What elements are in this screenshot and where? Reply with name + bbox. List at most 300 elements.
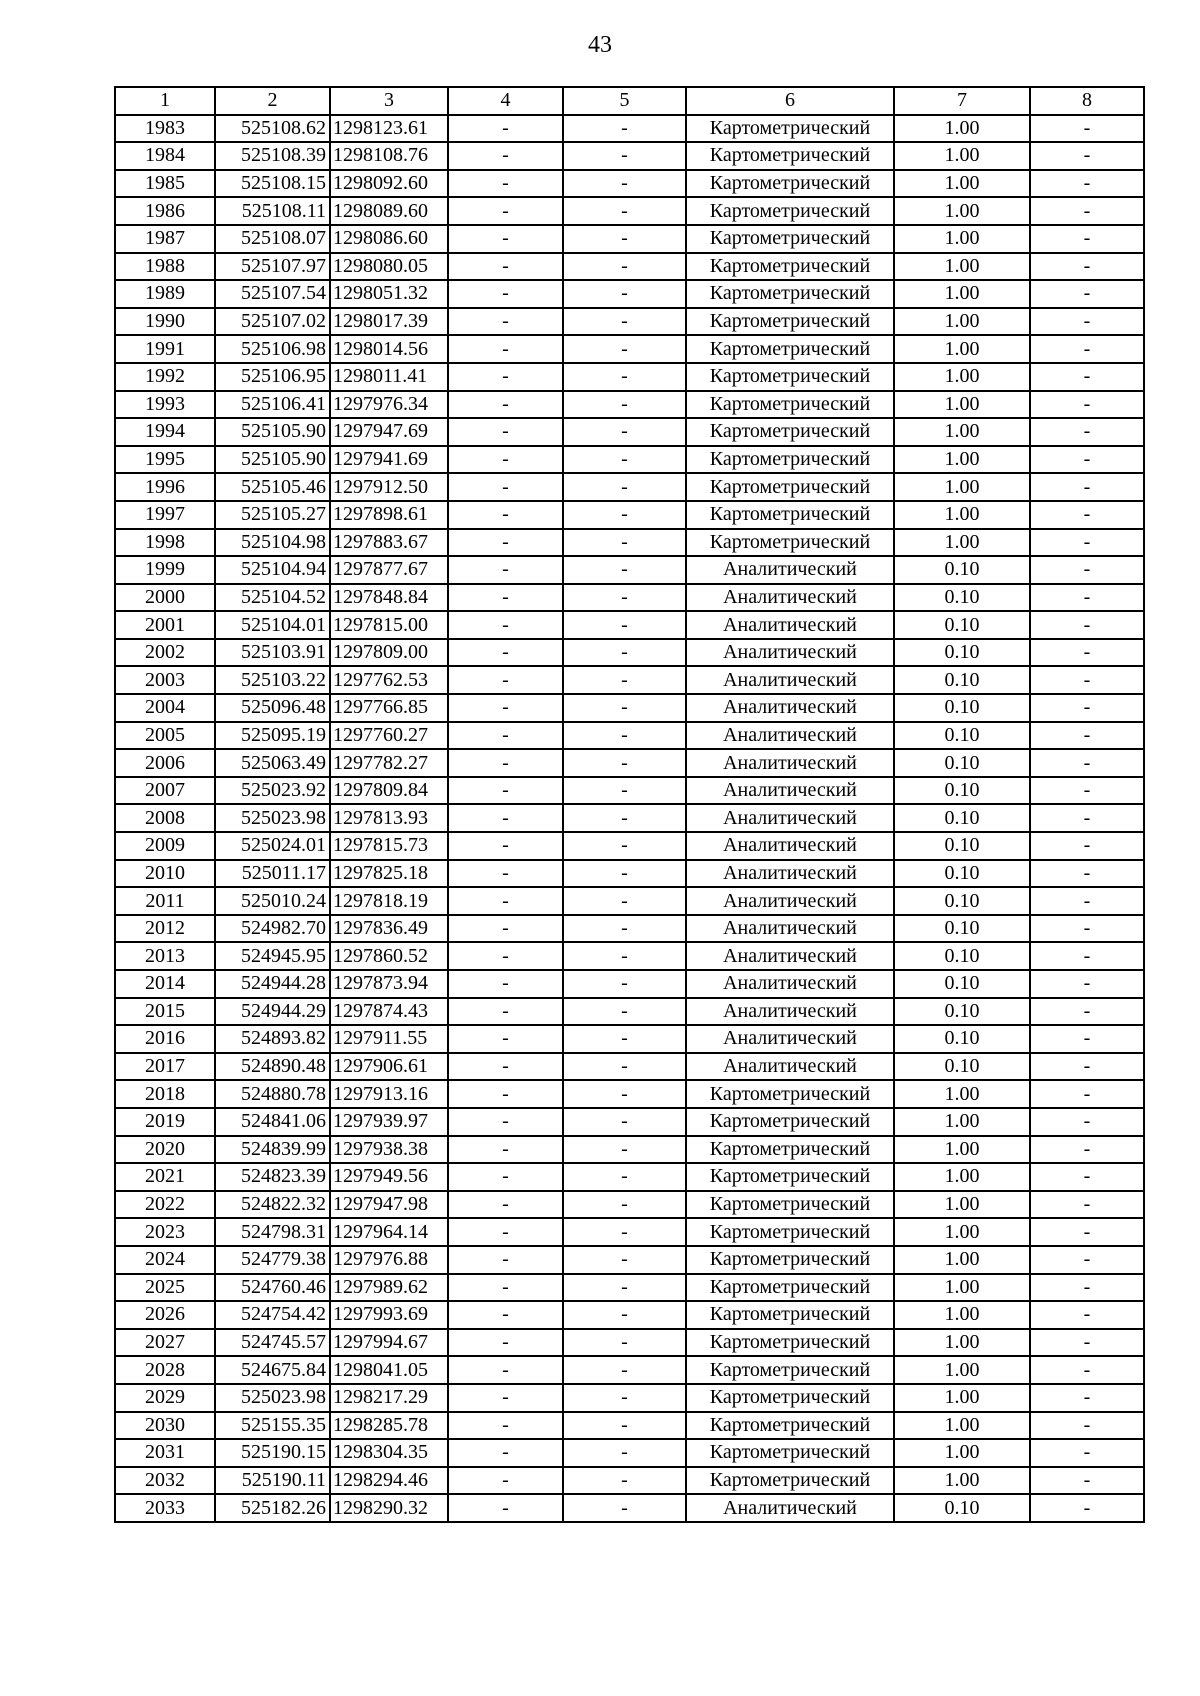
point-number-cell: 2003 (115, 666, 215, 694)
column-5-cell: - (563, 832, 686, 860)
y-coordinate-cell: 1297836.49 (330, 915, 448, 943)
column-4-cell: - (448, 998, 563, 1026)
x-coordinate-cell: 525108.39 (215, 142, 330, 170)
column-5-cell: - (563, 556, 686, 584)
point-number-cell: 2010 (115, 860, 215, 888)
point-number-cell: 2023 (115, 1218, 215, 1246)
method-cell: Аналитический (686, 1494, 894, 1522)
table-row (115, 473, 1144, 501)
column-5-cell: - (563, 1218, 686, 1246)
column-5-cell: - (563, 1080, 686, 1108)
column-5-cell: - (563, 197, 686, 225)
accuracy-cell: 1.00 (894, 197, 1030, 225)
method-cell: Картометрический (686, 363, 894, 391)
method-cell: Аналитический (686, 887, 894, 915)
method-cell: Аналитический (686, 584, 894, 612)
y-coordinate-cell: 1298123.61 (330, 115, 448, 143)
accuracy-cell: 1.00 (894, 253, 1030, 281)
table-row (115, 225, 1144, 253)
table-row (115, 142, 1144, 170)
y-coordinate-cell: 1297911.55 (330, 1025, 448, 1053)
table-row (115, 1494, 1144, 1522)
table-row (115, 1439, 1144, 1467)
column-8-cell: - (1030, 446, 1144, 474)
column-4-cell: - (448, 1108, 563, 1136)
x-coordinate-cell: 524822.32 (215, 1191, 330, 1219)
point-number-cell: 1988 (115, 253, 215, 281)
accuracy-cell: 1.00 (894, 308, 1030, 336)
column-4-cell: - (448, 556, 563, 584)
column-8-cell: - (1030, 1218, 1144, 1246)
accuracy-cell: 1.00 (894, 1136, 1030, 1164)
column-5-cell: - (563, 446, 686, 474)
column-4-cell: - (448, 308, 563, 336)
accuracy-cell: 0.10 (894, 777, 1030, 805)
accuracy-cell: 0.10 (894, 722, 1030, 750)
y-coordinate-cell: 1298014.56 (330, 335, 448, 363)
column-4-cell: - (448, 115, 563, 143)
column-4-cell: - (448, 1025, 563, 1053)
column-5-cell: - (563, 418, 686, 446)
column-8-cell: - (1030, 1439, 1144, 1467)
x-coordinate-cell: 525190.11 (215, 1467, 330, 1495)
column-5-cell: - (563, 1246, 686, 1274)
point-number-cell: 1990 (115, 308, 215, 336)
column-8-cell: - (1030, 611, 1144, 639)
table-row (115, 887, 1144, 915)
accuracy-cell: 0.10 (894, 556, 1030, 584)
y-coordinate-cell: 1297883.67 (330, 529, 448, 557)
x-coordinate-cell: 524944.28 (215, 970, 330, 998)
column-4-cell: - (448, 1467, 563, 1495)
column-4-cell: - (448, 666, 563, 694)
column-5-cell: - (563, 308, 686, 336)
column-5-cell: - (563, 1136, 686, 1164)
accuracy-cell: 1.00 (894, 142, 1030, 170)
column-8-cell: - (1030, 998, 1144, 1026)
y-coordinate-cell: 1297989.62 (330, 1274, 448, 1302)
column-4-cell: - (448, 1191, 563, 1219)
column-5-cell: - (563, 1412, 686, 1440)
column-4-cell: - (448, 1439, 563, 1467)
x-coordinate-cell: 525024.01 (215, 832, 330, 860)
x-coordinate-cell: 525105.90 (215, 418, 330, 446)
column-8-cell: - (1030, 1025, 1144, 1053)
x-coordinate-cell: 524944.29 (215, 998, 330, 1026)
column-4-cell: - (448, 1384, 563, 1412)
column-5-cell: - (563, 363, 686, 391)
x-coordinate-cell: 524890.48 (215, 1053, 330, 1081)
method-cell: Аналитический (686, 556, 894, 584)
column-8-cell: - (1030, 529, 1144, 557)
column-5-cell: - (563, 1025, 686, 1053)
x-coordinate-cell: 525104.98 (215, 529, 330, 557)
accuracy-cell: 1.00 (894, 1384, 1030, 1412)
x-coordinate-cell: 524754.42 (215, 1301, 330, 1329)
y-coordinate-cell: 1297976.34 (330, 391, 448, 419)
y-coordinate-cell: 1297938.38 (330, 1136, 448, 1164)
column-4-cell: - (448, 722, 563, 750)
column-8-cell: - (1030, 115, 1144, 143)
accuracy-cell: 0.10 (894, 666, 1030, 694)
x-coordinate-cell: 525108.11 (215, 197, 330, 225)
column-8-cell: - (1030, 1274, 1144, 1302)
method-cell: Картометрический (686, 446, 894, 474)
column-8-cell: - (1030, 915, 1144, 943)
column-header-7: 7 (894, 87, 1030, 115)
column-5-cell: - (563, 225, 686, 253)
accuracy-cell: 1.00 (894, 1301, 1030, 1329)
y-coordinate-cell: 1297941.69 (330, 446, 448, 474)
column-5-cell: - (563, 915, 686, 943)
x-coordinate-cell: 524760.46 (215, 1274, 330, 1302)
accuracy-cell: 1.00 (894, 280, 1030, 308)
method-cell: Аналитический (686, 749, 894, 777)
method-cell: Картометрический (686, 1163, 894, 1191)
column-8-cell: - (1030, 1356, 1144, 1384)
method-cell: Картометрический (686, 1356, 894, 1384)
column-5-cell: - (563, 611, 686, 639)
method-cell: Аналитический (686, 611, 894, 639)
column-5-cell: - (563, 1467, 686, 1495)
method-cell: Картометрический (686, 391, 894, 419)
column-8-cell: - (1030, 970, 1144, 998)
point-number-cell: 2027 (115, 1329, 215, 1357)
method-cell: Картометрический (686, 1080, 894, 1108)
table-row (115, 1467, 1144, 1495)
method-cell: Картометрический (686, 1412, 894, 1440)
point-number-cell: 2019 (115, 1108, 215, 1136)
accuracy-cell: 1.00 (894, 501, 1030, 529)
column-4-cell: - (448, 253, 563, 281)
method-cell: Картометрический (686, 253, 894, 281)
y-coordinate-cell: 1297913.16 (330, 1080, 448, 1108)
column-8-cell: - (1030, 1246, 1144, 1274)
column-4-cell: - (448, 225, 563, 253)
x-coordinate-cell: 525108.62 (215, 115, 330, 143)
table-row (115, 970, 1144, 998)
y-coordinate-cell: 1297818.19 (330, 887, 448, 915)
column-4-cell: - (448, 1163, 563, 1191)
column-8-cell: - (1030, 1136, 1144, 1164)
accuracy-cell: 1.00 (894, 1080, 1030, 1108)
table-row (115, 1246, 1144, 1274)
column-5-cell: - (563, 142, 686, 170)
table-row (115, 1191, 1144, 1219)
method-cell: Аналитический (686, 915, 894, 943)
x-coordinate-cell: 525104.94 (215, 556, 330, 584)
point-number-cell: 1985 (115, 170, 215, 198)
table-row (115, 1218, 1144, 1246)
accuracy-cell: 1.00 (894, 446, 1030, 474)
column-8-cell: - (1030, 749, 1144, 777)
point-number-cell: 2029 (115, 1384, 215, 1412)
method-cell: Картометрический (686, 1108, 894, 1136)
x-coordinate-cell: 525103.91 (215, 639, 330, 667)
accuracy-cell: 0.10 (894, 998, 1030, 1026)
point-number-cell: 2018 (115, 1080, 215, 1108)
table-row (115, 446, 1144, 474)
y-coordinate-cell: 1297993.69 (330, 1301, 448, 1329)
y-coordinate-cell: 1297762.53 (330, 666, 448, 694)
accuracy-cell: 0.10 (894, 639, 1030, 667)
column-4-cell: - (448, 1356, 563, 1384)
point-number-cell: 1993 (115, 391, 215, 419)
x-coordinate-cell: 525106.98 (215, 335, 330, 363)
column-5-cell: - (563, 115, 686, 143)
point-number-cell: 1997 (115, 501, 215, 529)
column-5-cell: - (563, 1274, 686, 1302)
column-4-cell: - (448, 694, 563, 722)
accuracy-cell: 0.10 (894, 749, 1030, 777)
column-4-cell: - (448, 197, 563, 225)
accuracy-cell: 1.00 (894, 1191, 1030, 1219)
column-4-cell: - (448, 446, 563, 474)
y-coordinate-cell: 1297782.27 (330, 749, 448, 777)
y-coordinate-cell: 1297825.18 (330, 860, 448, 888)
column-4-cell: - (448, 1246, 563, 1274)
table-row (115, 1163, 1144, 1191)
point-number-cell: 1989 (115, 280, 215, 308)
page-number: 43 (588, 32, 612, 58)
accuracy-cell: 1.00 (894, 418, 1030, 446)
y-coordinate-cell: 1298051.32 (330, 280, 448, 308)
column-5-cell: - (563, 1494, 686, 1522)
accuracy-cell: 1.00 (894, 1274, 1030, 1302)
column-8-cell: - (1030, 197, 1144, 225)
table-row (115, 1356, 1144, 1384)
column-4-cell: - (448, 639, 563, 667)
point-number-cell: 1995 (115, 446, 215, 474)
point-number-cell: 2020 (115, 1136, 215, 1164)
column-4-cell: - (448, 804, 563, 832)
column-5-cell: - (563, 1108, 686, 1136)
column-8-cell: - (1030, 1080, 1144, 1108)
method-cell: Картометрический (686, 1384, 894, 1412)
table-row (115, 777, 1144, 805)
column-8-cell: - (1030, 473, 1144, 501)
method-cell: Аналитический (686, 1053, 894, 1081)
y-coordinate-cell: 1297994.67 (330, 1329, 448, 1357)
accuracy-cell: 1.00 (894, 529, 1030, 557)
column-8-cell: - (1030, 280, 1144, 308)
column-5-cell: - (563, 942, 686, 970)
column-4-cell: - (448, 280, 563, 308)
y-coordinate-cell: 1297766.85 (330, 694, 448, 722)
y-coordinate-cell: 1297860.52 (330, 942, 448, 970)
column-4-cell: - (448, 1412, 563, 1440)
column-5-cell: - (563, 1439, 686, 1467)
method-cell: Картометрический (686, 1329, 894, 1357)
column-header-6: 6 (686, 87, 894, 115)
y-coordinate-cell: 1297809.00 (330, 639, 448, 667)
x-coordinate-cell: 525106.41 (215, 391, 330, 419)
column-4-cell: - (448, 335, 563, 363)
point-number-cell: 2028 (115, 1356, 215, 1384)
column-5-cell: - (563, 335, 686, 363)
x-coordinate-cell: 524880.78 (215, 1080, 330, 1108)
accuracy-cell: 1.00 (894, 363, 1030, 391)
accuracy-cell: 0.10 (894, 611, 1030, 639)
accuracy-cell: 1.00 (894, 473, 1030, 501)
method-cell: Аналитический (686, 942, 894, 970)
column-5-cell: - (563, 722, 686, 750)
column-4-cell: - (448, 887, 563, 915)
method-cell: Картометрический (686, 335, 894, 363)
column-header-3: 3 (330, 87, 448, 115)
column-4-cell: - (448, 749, 563, 777)
point-number-cell: 1998 (115, 529, 215, 557)
y-coordinate-cell: 1297906.61 (330, 1053, 448, 1081)
table-row (115, 1136, 1144, 1164)
column-4-cell: - (448, 860, 563, 888)
accuracy-cell: 0.10 (894, 887, 1030, 915)
column-4-cell: - (448, 529, 563, 557)
column-8-cell: - (1030, 722, 1144, 750)
x-coordinate-cell: 525190.15 (215, 1439, 330, 1467)
column-4-cell: - (448, 418, 563, 446)
column-4-cell: - (448, 777, 563, 805)
column-8-cell: - (1030, 860, 1144, 888)
x-coordinate-cell: 525155.35 (215, 1412, 330, 1440)
column-8-cell: - (1030, 666, 1144, 694)
column-5-cell: - (563, 1053, 686, 1081)
point-number-cell: 2031 (115, 1439, 215, 1467)
column-5-cell: - (563, 804, 686, 832)
column-8-cell: - (1030, 777, 1144, 805)
point-number-cell: 2032 (115, 1467, 215, 1495)
column-5-cell: - (563, 501, 686, 529)
point-number-cell: 1999 (115, 556, 215, 584)
x-coordinate-cell: 524745.57 (215, 1329, 330, 1357)
y-coordinate-cell: 1297815.00 (330, 611, 448, 639)
point-number-cell: 2015 (115, 998, 215, 1026)
x-coordinate-cell: 525063.49 (215, 749, 330, 777)
point-number-cell: 1996 (115, 473, 215, 501)
method-cell: Аналитический (686, 777, 894, 805)
table-row (115, 860, 1144, 888)
accuracy-cell: 0.10 (894, 1025, 1030, 1053)
method-cell: Картометрический (686, 1218, 894, 1246)
table-row (115, 501, 1144, 529)
x-coordinate-cell: 525107.97 (215, 253, 330, 281)
point-number-cell: 2030 (115, 1412, 215, 1440)
table-row (115, 1025, 1144, 1053)
point-number-cell: 2011 (115, 887, 215, 915)
table-row (115, 1412, 1144, 1440)
accuracy-cell: 1.00 (894, 1246, 1030, 1274)
column-8-cell: - (1030, 1191, 1144, 1219)
table-row (115, 1080, 1144, 1108)
accuracy-cell: 0.10 (894, 1494, 1030, 1522)
x-coordinate-cell: 525023.92 (215, 777, 330, 805)
accuracy-cell: 1.00 (894, 115, 1030, 143)
y-coordinate-cell: 1298017.39 (330, 308, 448, 336)
column-4-cell: - (448, 970, 563, 998)
column-8-cell: - (1030, 1412, 1144, 1440)
y-coordinate-cell: 1297760.27 (330, 722, 448, 750)
column-header-4: 4 (448, 87, 563, 115)
header-row (115, 87, 1144, 115)
column-8-cell: - (1030, 1384, 1144, 1412)
column-5-cell: - (563, 970, 686, 998)
accuracy-cell: 0.10 (894, 915, 1030, 943)
column-8-cell: - (1030, 639, 1144, 667)
method-cell: Картометрический (686, 1191, 894, 1219)
column-5-cell: - (563, 887, 686, 915)
coordinates-table (114, 86, 1145, 1523)
column-4-cell: - (448, 1301, 563, 1329)
x-coordinate-cell: 524779.38 (215, 1246, 330, 1274)
y-coordinate-cell: 1298304.35 (330, 1439, 448, 1467)
table-row (115, 1301, 1144, 1329)
point-number-cell: 2017 (115, 1053, 215, 1081)
column-4-cell: - (448, 832, 563, 860)
x-coordinate-cell: 524982.70 (215, 915, 330, 943)
column-8-cell: - (1030, 335, 1144, 363)
column-8-cell: - (1030, 253, 1144, 281)
point-number-cell: 2002 (115, 639, 215, 667)
method-cell: Картометрический (686, 142, 894, 170)
y-coordinate-cell: 1297874.43 (330, 998, 448, 1026)
column-8-cell: - (1030, 170, 1144, 198)
y-coordinate-cell: 1297815.73 (330, 832, 448, 860)
column-8-cell: - (1030, 418, 1144, 446)
table-row (115, 280, 1144, 308)
column-8-cell: - (1030, 887, 1144, 915)
column-4-cell: - (448, 170, 563, 198)
column-8-cell: - (1030, 694, 1144, 722)
point-number-cell: 2024 (115, 1246, 215, 1274)
y-coordinate-cell: 1297898.61 (330, 501, 448, 529)
method-cell: Картометрический (686, 1136, 894, 1164)
x-coordinate-cell: 524675.84 (215, 1356, 330, 1384)
y-coordinate-cell: 1298089.60 (330, 197, 448, 225)
y-coordinate-cell: 1297848.84 (330, 584, 448, 612)
x-coordinate-cell: 525108.15 (215, 170, 330, 198)
accuracy-cell: 1.00 (894, 1412, 1030, 1440)
point-number-cell: 1983 (115, 115, 215, 143)
method-cell: Картометрический (686, 1439, 894, 1467)
accuracy-cell: 0.10 (894, 860, 1030, 888)
x-coordinate-cell: 525182.26 (215, 1494, 330, 1522)
y-coordinate-cell: 1297964.14 (330, 1218, 448, 1246)
column-5-cell: - (563, 280, 686, 308)
column-4-cell: - (448, 1080, 563, 1108)
x-coordinate-cell: 525105.46 (215, 473, 330, 501)
y-coordinate-cell: 1297947.98 (330, 1191, 448, 1219)
point-number-cell: 1991 (115, 335, 215, 363)
point-number-cell: 2009 (115, 832, 215, 860)
point-number-cell: 2005 (115, 722, 215, 750)
method-cell: Аналитический (686, 804, 894, 832)
column-header-2: 2 (215, 87, 330, 115)
table-row (115, 363, 1144, 391)
table-row (115, 335, 1144, 363)
y-coordinate-cell: 1298011.41 (330, 363, 448, 391)
table-row (115, 749, 1144, 777)
table-row (115, 915, 1144, 943)
point-number-cell: 2001 (115, 611, 215, 639)
column-header-8: 8 (1030, 87, 1144, 115)
accuracy-cell: 0.10 (894, 694, 1030, 722)
column-8-cell: - (1030, 363, 1144, 391)
column-8-cell: - (1030, 832, 1144, 860)
x-coordinate-cell: 525106.95 (215, 363, 330, 391)
column-4-cell: - (448, 1136, 563, 1164)
y-coordinate-cell: 1297976.88 (330, 1246, 448, 1274)
column-4-cell: - (448, 391, 563, 419)
